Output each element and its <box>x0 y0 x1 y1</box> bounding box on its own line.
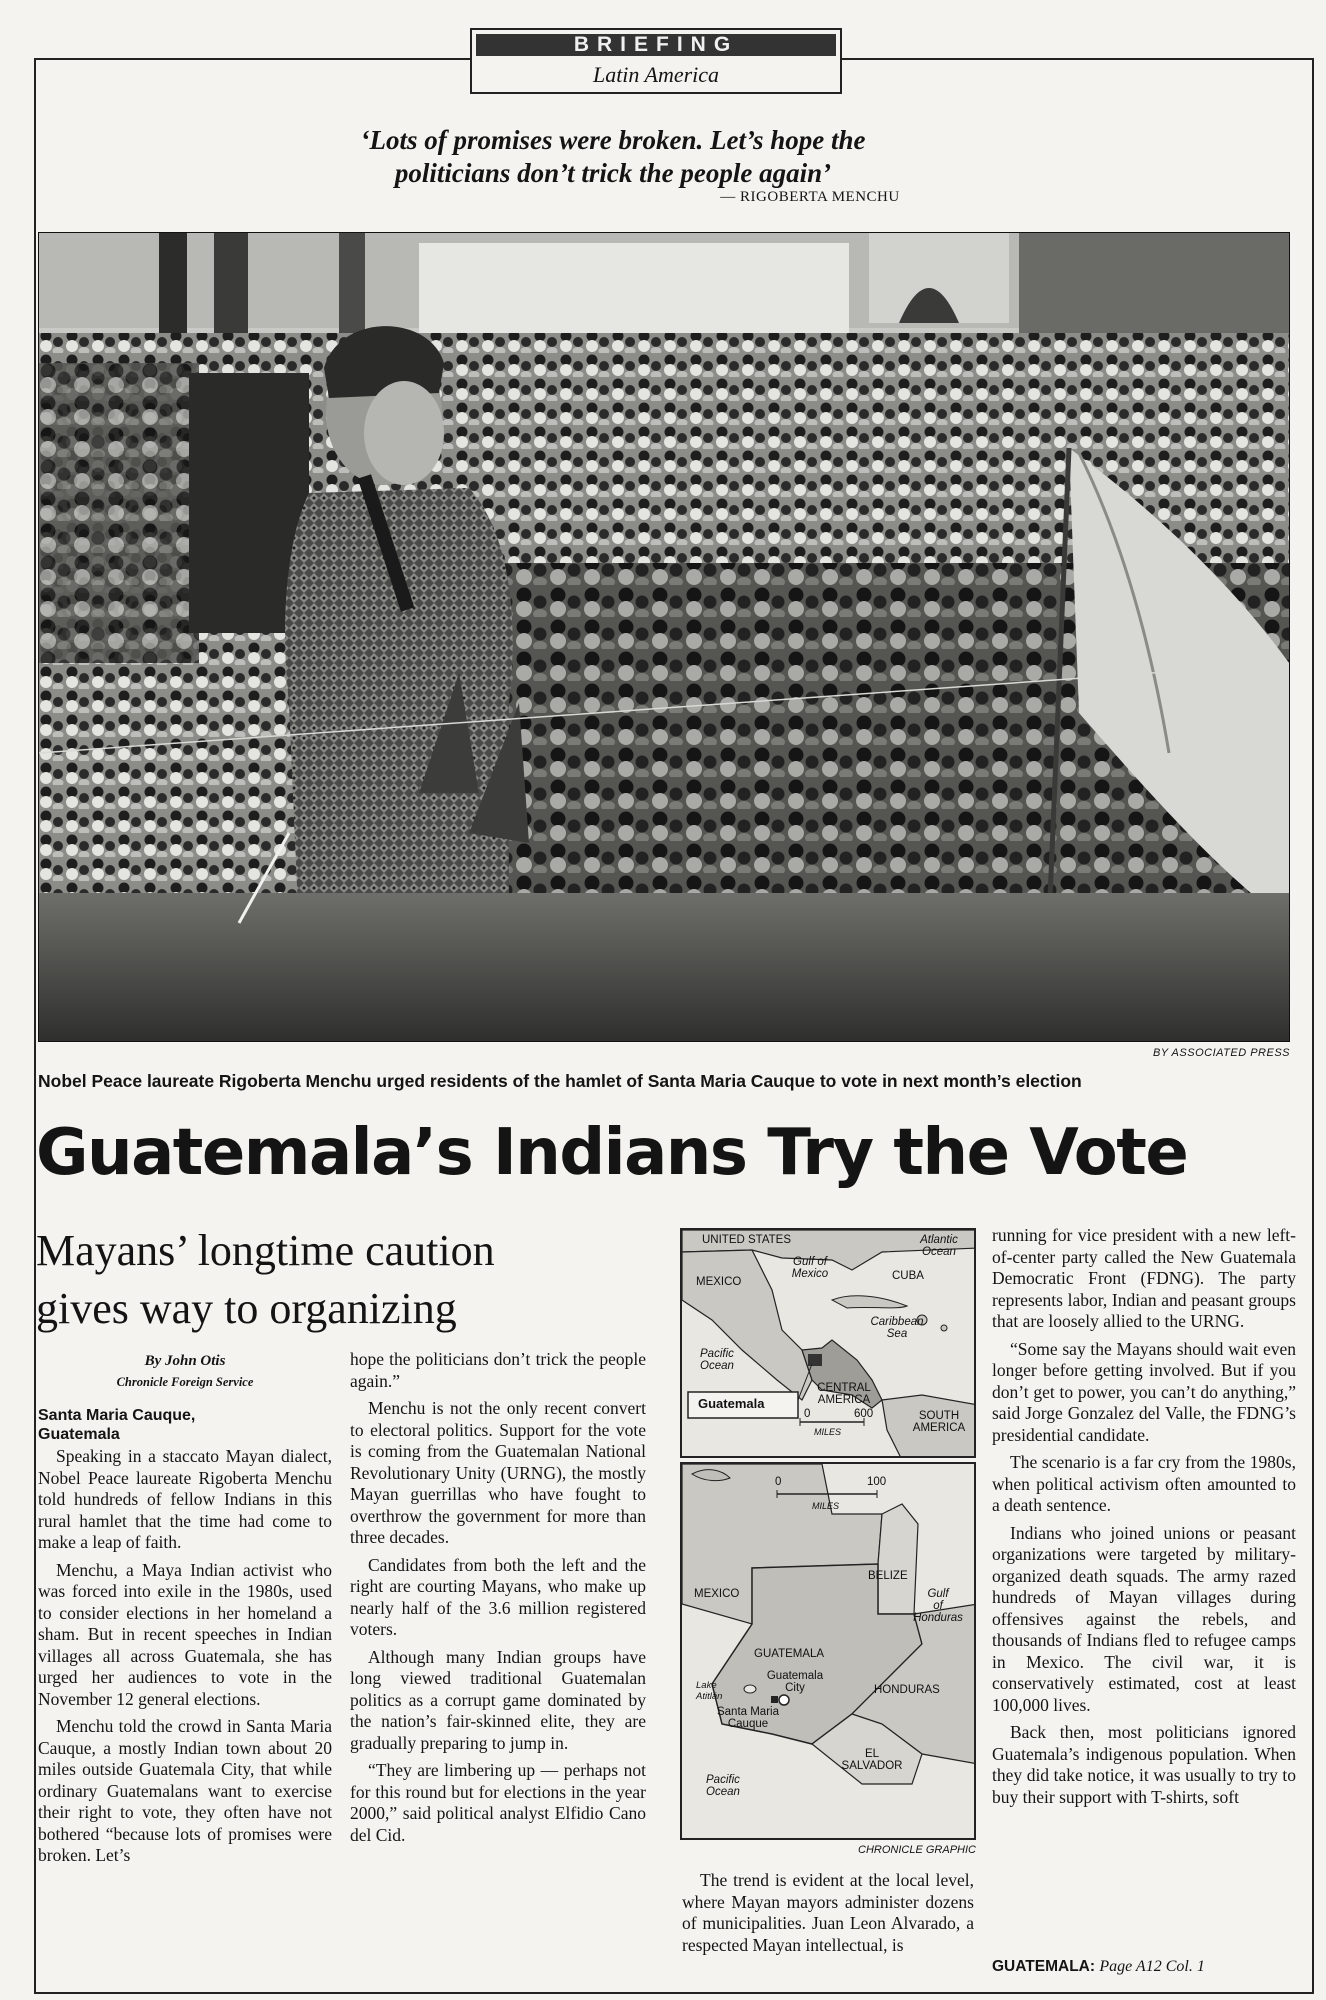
deck-line-2: gives way to organizing <box>36 1284 457 1333</box>
map-label-guatemala: Guatemala <box>698 1396 765 1411</box>
region-locator-map <box>680 1228 976 1458</box>
map-label-santa-maria-cauque: Santa Maria Cauque <box>716 1706 779 1730</box>
news-photo <box>38 232 1290 1042</box>
article-column-3 <box>682 1870 974 1962</box>
jump-label: GUATEMALA: <box>992 1958 1096 1975</box>
map-label-pacific: Pacific Ocean <box>700 1348 734 1372</box>
deck <box>36 1222 661 1338</box>
paragraph: Candidates from both the left and the right are courting Mayans, who make up nearly half of the 3.6 million registered voters. <box>350 1554 646 1639</box>
paragraph: “Some say the Mayans should wait even longer before getting involved. But if you don’t get to power, you can’t do anything,” said Jorge Gonzalez del Valle, the FDNG’s presidential candidate. <box>992 1338 1296 1445</box>
scale-label-0: 0 <box>775 1476 782 1488</box>
dateline-line-1: Santa Maria Cauque, <box>38 1407 196 1424</box>
crowd-photo-illustration <box>39 233 1290 1042</box>
paragraph: running for vice president with a new left-of-center party called the New Guatemala Democratic Front (FDNG). The party represents labor, Indian and peasant groups that are loosely allied to the URNG. <box>992 1225 1296 1331</box>
pull-quote-line-2: politicians don’t trick the people again’ <box>394 158 832 188</box>
paragraph: Speaking in a staccato Mayan dialect, Nobel Peace laureate Rigoberta Menchu told hundreds of fellow Indians in this rural hamlet that the time had come to make a leap of faith. <box>38 1446 332 1552</box>
map-label-gulf-of-honduras: Gulf of Honduras <box>913 1588 963 1624</box>
article-column-2 <box>350 1349 646 1852</box>
paragraph: Indians who joined unions or peasant organizations were targeted by military-organized death squads. The army razed hundreds of Mayan villages during offensives against the rebels, and thousands of Indians fled to refugee camps in Mexico. The civil war, it is conservatively estimated, cost at least 100,000 lives. <box>992 1522 1296 1715</box>
map-credit: CHRONICLE GRAPHIC <box>858 1844 976 1856</box>
paragraph: Menchu, a Maya Indian activist who was forced into exile in the 1980s, used to consider elections in her homeland a sham. But in recent speeches in Indian villages all across Guatemala, she has urged her audiences to vote in the November 12 general elections. <box>38 1559 332 1709</box>
map-label-guatemala: GUATEMALA <box>754 1648 825 1660</box>
paragraph: Back then, most politicians ignored Guatemala’s indigenous population. When they did take notice, it was usually to try to buy their support with T-shirts, soft <box>992 1722 1296 1807</box>
pull-quote <box>200 124 1026 190</box>
map-label-atlantic: Atlantic Ocean <box>920 1234 958 1258</box>
photo-credit: BY ASSOCIATED PRESS <box>1152 1047 1290 1059</box>
paragraph: The trend is evident at the local level, where Mayan mayors administer dozens of municipalities. Juan Leon Alvarado, a respected Mayan intellectual, is <box>682 1870 974 1955</box>
section-flag <box>470 28 842 94</box>
map-label-guatemala-city: Guatemala City <box>766 1670 824 1694</box>
paragraph: hope the politicians don’t trick the people again.” <box>350 1349 646 1391</box>
article-column-4 <box>992 1225 1296 1814</box>
map-label-south-america: SOUTH AMERICA <box>912 1410 966 1434</box>
paragraph: Although many Indian groups have long viewed traditional Guatemalan politics as a corrupt game dominated by the nation’s fair-skinned elite, they are gradually preparing to jump in. <box>350 1646 646 1753</box>
map-label-honduras: HONDURAS <box>874 1684 940 1696</box>
map-label-mexico: MEXICO <box>696 1276 742 1288</box>
scale-label-0: 0 <box>804 1408 811 1420</box>
photo-caption: Nobel Peace laureate Rigoberta Menchu urged residents of the hamlet of Santa Maria Cauque to vote in next month’s election <box>38 1071 1082 1091</box>
scale-label-600: 600 <box>854 1408 874 1420</box>
jump-page-reference[interactable]: Page A12 Col. 1 <box>1099 1958 1205 1975</box>
map-label-central-america: CENTRAL AMERICA <box>817 1382 871 1406</box>
scale-label-100: 100 <box>867 1476 887 1488</box>
paragraph: Menchu told the crowd in Santa Maria Cauque, a mostly Indian town about 20 miles outside Guatemala City, that while ordinary Guatemalans want to exercise their right to vote, they often have not bothered “because lots of promises were broken. Let’s <box>38 1716 332 1865</box>
map-label-gulf-of-mexico: Gulf of Mexico <box>791 1256 829 1280</box>
section-title: BRIEFING <box>476 34 836 56</box>
headline: Guatemala’s Indians Try the Vote <box>36 1116 1188 1190</box>
byline-organization: Chronicle Foreign Service <box>116 1375 254 1389</box>
dateline <box>38 1406 332 1444</box>
map-label-el-salvador: EL SALVADOR <box>841 1748 903 1772</box>
map-label-pacific: Pacific Ocean <box>706 1774 740 1798</box>
scale-unit-label: MILES <box>814 1427 842 1437</box>
map-label-lake-atitlan: Lake Atitlán <box>696 1680 723 1702</box>
map-label-mexico: MEXICO <box>694 1588 740 1600</box>
guatemala-detail-map <box>680 1462 976 1840</box>
pull-quote-attribution: — RIGOBERTA MENCHU <box>720 189 900 205</box>
jump-line[interactable] <box>992 1958 1296 1976</box>
paragraph: “They are limbering up — perhaps not for this round but for elections in the year 2000,” said political analyst Elfidio Cano del Cid. <box>350 1760 646 1845</box>
map-label-united-states: UNITED STATES <box>702 1234 792 1246</box>
pull-quote-line-1: ‘Lots of promises were broken. Let’s hope the <box>360 125 866 155</box>
article-column-1 <box>38 1446 332 1873</box>
paragraph: Menchu is not the only recent convert to electoral politics. Support for the vote is coming from the Guatemalan National Revolutionary Unity (URNG), the mostly Mayan guerrillas who have fought to overthrow the government for more than three decades. <box>350 1398 646 1547</box>
dateline-line-2: Guatemala <box>38 1426 120 1443</box>
map-label-belize: BELIZE <box>868 1570 908 1582</box>
map-label-caribbean: Caribbean Sea <box>870 1316 924 1340</box>
paragraph: The scenario is a far cry from the 1980s, when political activism often amounted to a death sentence. <box>992 1452 1296 1515</box>
section-subtitle: Latin America <box>592 62 720 87</box>
map-label-cuba: CUBA <box>892 1270 924 1282</box>
byline-author: By John Otis <box>144 1353 226 1369</box>
scale-unit-label: MILES <box>812 1501 840 1511</box>
deck-line-1: Mayans’ longtime caution <box>36 1226 495 1275</box>
